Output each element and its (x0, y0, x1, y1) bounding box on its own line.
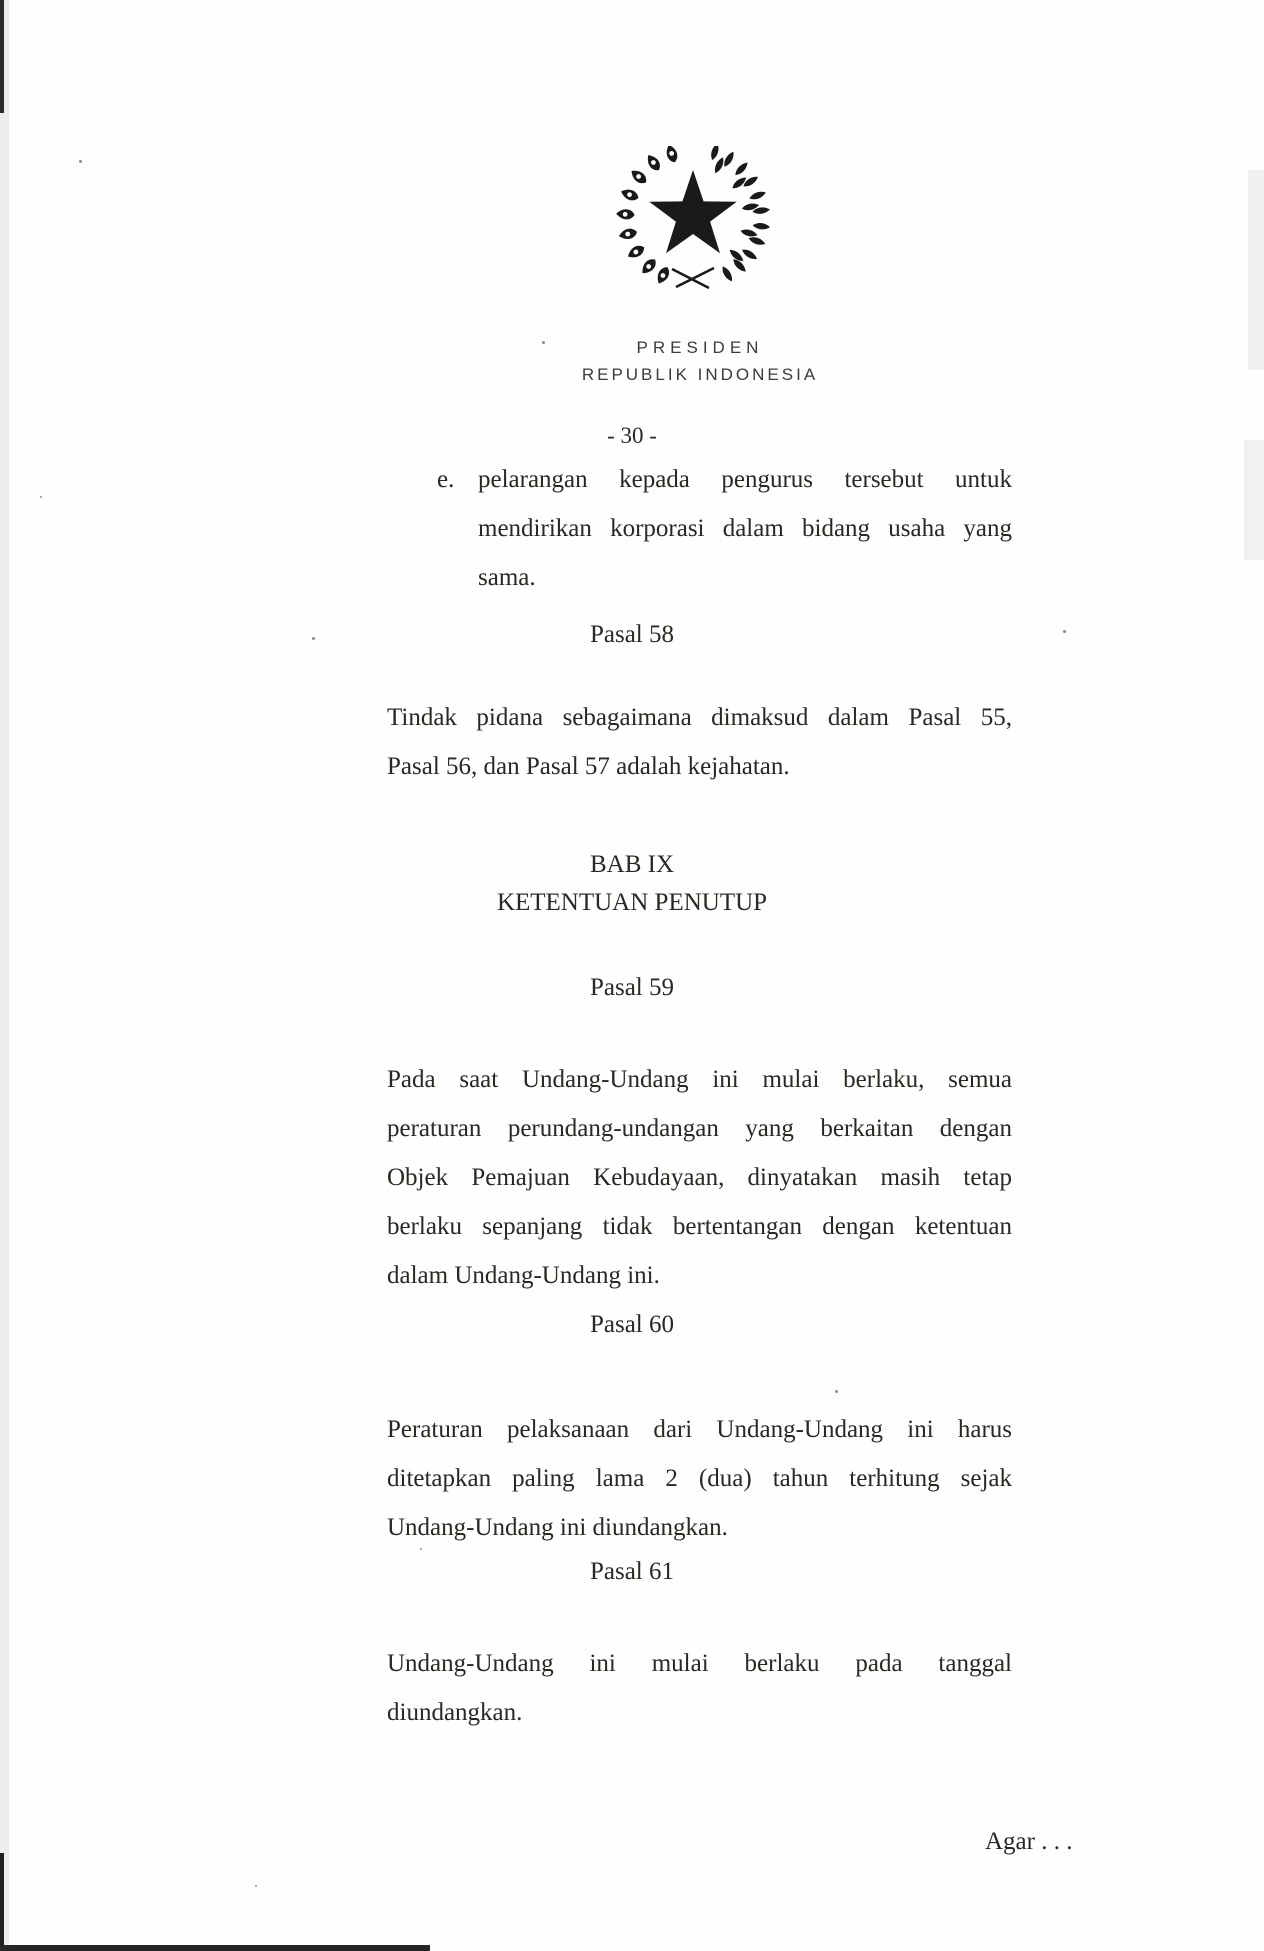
bab-number: BAB IX (589, 851, 675, 878)
bab-title: KETENTUAN PENUTUP (496, 889, 768, 916)
scan-edge-artifact (0, 1853, 4, 1951)
paragraph-line: dalam Undang-Undang ini. (387, 1262, 660, 1289)
pasal-61-heading: Pasal 61 (589, 1558, 675, 1585)
presidential-seal-icon (608, 146, 778, 304)
paragraph-line: pelarangan kepada pengurus tersebut untuk (478, 466, 1012, 493)
pasal-60-paragraph (387, 1405, 1012, 1552)
scan-speck (79, 160, 82, 163)
scan-speck (255, 1885, 257, 1887)
list-item-e (437, 455, 1012, 602)
pasal-58-paragraph (387, 693, 1012, 791)
paragraph-line: Undang-Undang ini diundangkan. (387, 1514, 728, 1541)
page-number: - 30 - (607, 423, 657, 448)
paragraph-line: ditetapkan paling lama 2 (dua) tahun terhitung sejak (387, 1465, 1012, 1492)
paragraph-line: Peraturan pelaksanaan dari Undang-Undang ini harus (387, 1416, 1012, 1443)
pasal-59-paragraph (387, 1055, 1012, 1300)
paragraph-line: mendirikan korporasi dalam bidang usaha yang (478, 515, 1012, 542)
paragraph-line: Tindak pidana sebagaimana dimaksud dalam Pasal 55, (387, 704, 1012, 731)
scan-edge-artifact (0, 0, 4, 113)
letterhead-line2: REPUBLIK INDONESIA (581, 365, 819, 384)
paragraph-line: Objek Pemajuan Kebudayaan, dinyatakan masih tetap (387, 1164, 1012, 1191)
scan-speck (40, 496, 42, 498)
pasal-60-heading: Pasal 60 (589, 1311, 675, 1338)
scan-smudge (1248, 170, 1264, 370)
scan-smudge (1244, 440, 1264, 560)
paragraph-line: sama. (478, 564, 536, 591)
pasal-58-heading: Pasal 58 (589, 621, 675, 648)
paragraph-line: Pasal 56, dan Pasal 57 adalah kejahatan. (387, 753, 790, 780)
paragraph-line: Pada saat Undang-Undang ini mulai berlaku, semua (387, 1066, 1012, 1093)
pasal-61-paragraph (387, 1639, 1012, 1737)
list-item-text (478, 455, 1012, 602)
scan-speck (835, 1390, 838, 1393)
bab-ix-heading (0, 846, 1264, 922)
list-item-label: e. (437, 466, 455, 493)
paragraph-line: berlaku sepanjang tidak bertentangan dengan ketentuan (387, 1213, 1012, 1240)
paragraph-line: peraturan perundang-undangan yang berkaitan dengan (387, 1115, 1012, 1142)
pasal-59-heading: Pasal 59 (589, 974, 675, 1001)
paragraph-line: Undang-Undang ini mulai berlaku pada tanggal (387, 1650, 1012, 1677)
scan-edge-artifact (0, 1945, 430, 1951)
letterhead-line1: PRESIDEN (636, 338, 764, 357)
paragraph-line: diundangkan. (387, 1699, 523, 1726)
letterhead (440, 334, 960, 388)
continuation-catchword: Agar . . . (985, 1828, 1073, 1855)
